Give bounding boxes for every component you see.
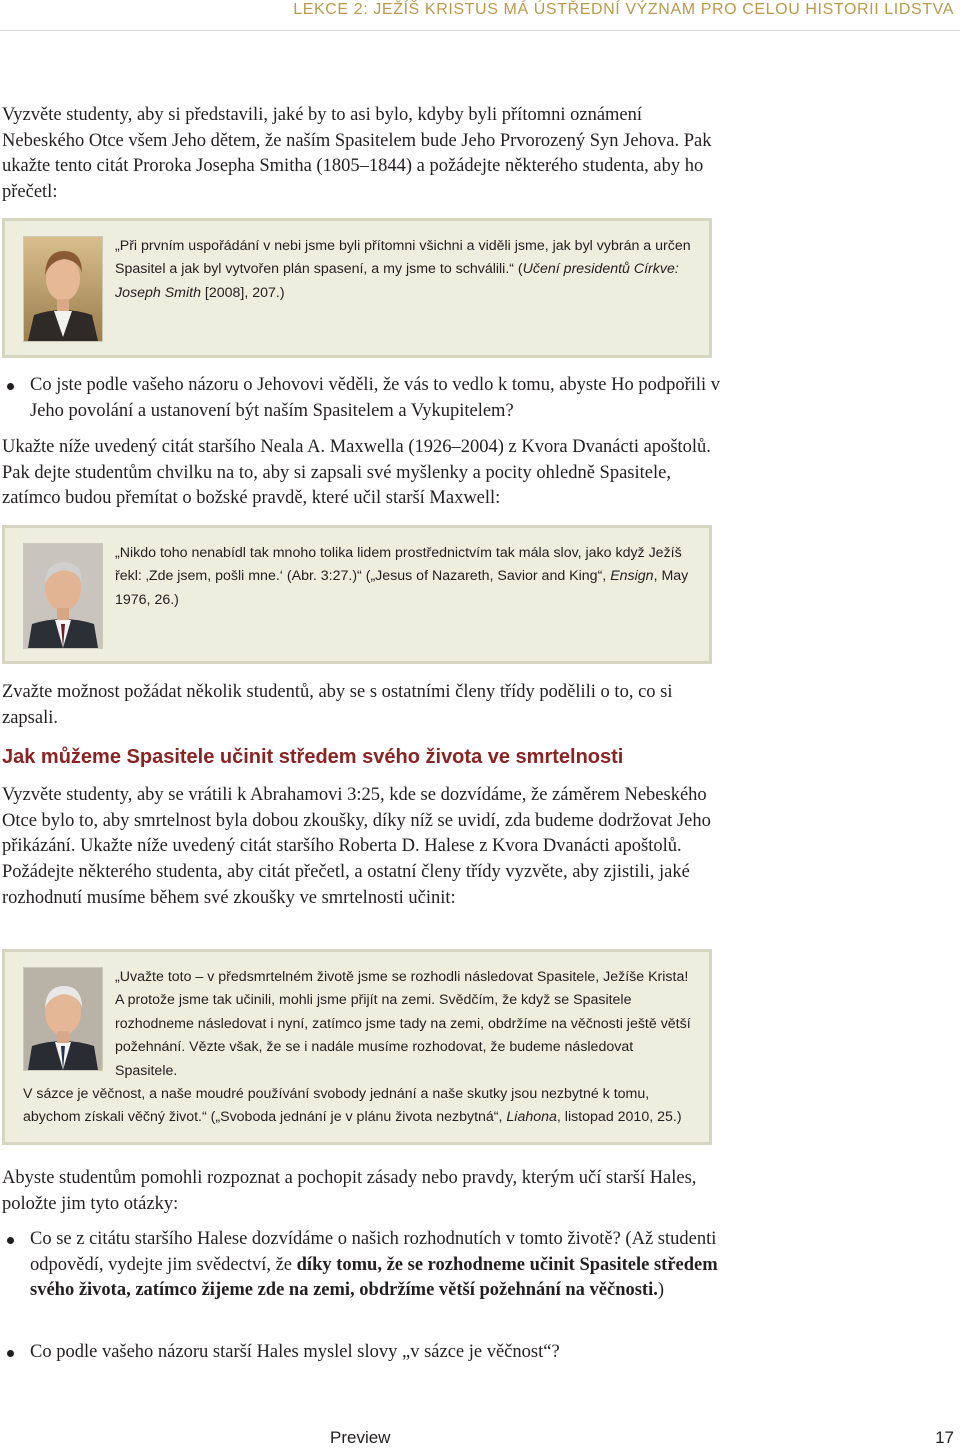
quote-joseph-smith-text: „Při prvním uspořádání v nebi jsme byli přítomni všichni a viděli jsme, jak byl vybrán a určen Spasitel a jak byl vytvořen plán spasení, a my jsme to schválili.“ ( <box>115 238 691 278</box>
portrait-joseph-smith-image <box>24 237 102 341</box>
section-heading: Jak můžeme Spasitele učinit středem svého života ve smrtelnosti <box>2 746 624 768</box>
bullet-question-decisions-end: ) <box>657 1280 665 1301</box>
quote-hales <box>23 966 691 1130</box>
bullet-question-decisions-text: Co se z citátu staršího Halese dozvídáme o našich rozhodnutích v tomto životě? (Až studenti odpovědí, vydejte jim svědectví, že <box>30 1229 717 1275</box>
hales-intro-paragraph: Vyzvěte studenty, aby se vrátili k Abrahamovi 3:25, kde se dozvídáme, že záměrem Nebeského Otce bylo to, aby smrtelnost byla dobou zkoušky, díky níž se uvidí, zda budeme dodržovat Jeho přikázání. Ukažte níže uvedený citát staršího Roberta D. Halese z Kvora Dvanácti apoštolů. Požádejte některého studenta, aby citát přečetl, a ostatní členy třídy vyzvěte, aby zjistili, jaké rozhodnutí musíme během své zkoušky ve smrtelnosti učinit: <box>2 785 711 908</box>
quote-hales-source-title: Liahona <box>506 1109 557 1126</box>
quote-joseph-smith-source-title: Učení presidentů Církve: Joseph Smith <box>115 261 679 301</box>
quote-maxwell-source-title: Ensign <box>610 568 654 585</box>
questions-intro-paragraph: Abyste studentům pomohli rozpoznat a pochopit zásady nebo pravdy, kterým učí starší Hales, položte jim tyto otázky: <box>2 1168 697 1214</box>
quote-box-hales <box>2 949 712 1145</box>
quote-hales-text-part2: V sázce je věčnost, a naše moudré používání svobody jednání a naše skutky jsou nezbytné k tomu, abychom získali věčný život.“ („Svoboda jednání je v plánu života nezbytná“, <box>23 1086 650 1126</box>
maxwell-intro-paragraph: Ukažte níže uvedený citát staršího Neala A. Maxwella (1926–2004) z Kvora Dvanácti apoštolů. Pak dejte studentům chvilku na to, aby si zapsali své myšlenky a pocity ohledně Spasitele, zatímco budou přemítat o božské pravdě, které učil starší Maxwell: <box>2 437 711 509</box>
preview-label: Preview <box>330 1428 391 1447</box>
bullet-question-decisions <box>2 1227 722 1304</box>
bullet-icon <box>7 1350 14 1357</box>
quote-hales-source-rest: , listopad 2010, 25.) <box>556 1109 682 1126</box>
portrait-joseph-smith <box>23 236 103 342</box>
portrait-maxwell <box>23 543 103 649</box>
quote-maxwell <box>115 542 691 612</box>
quote-maxwell-source-rest: , May 1976, 26.) <box>115 568 689 608</box>
page-number: 17 <box>935 1428 954 1447</box>
bullet-question-decisions-principle: díky tomu, že se rozhodneme učinit Spasitele středem svého života, zatímco žijeme zde na zemi, obdržíme větší požehnání na věčnosti. <box>30 1254 718 1301</box>
page-header <box>0 0 960 31</box>
quote-maxwell-text: „Nikdo toho nenabídl tak mnoho tolika lidem prostřednictvím tak mála slov, jako když Ježíš řekl: ‚Zde jsem, pošli mne.‘ (Abr. 3:27.)“ („Jesus of Nazareth, Savior and King“, <box>115 545 682 585</box>
quote-box-maxwell <box>2 525 712 664</box>
quote-hales-text-part1: „Uvažte toto – v předsmrtelném životě jsme se rozhodli následovat Spasitele, Ježíše Krista! A protože jsme tak učinili, mohli jsme přijít na zemi. Svědčím, že když se Spasitele rozhodneme následovat i nyní, zatímco jsme tady na zemi, obdržíme na věčnosti ještě větší požehnání. Vězte však, že se i nadále musíme rozhodovat, že budeme následovat Spasitele. <box>115 969 691 1079</box>
quote-joseph-smith <box>115 235 691 305</box>
lesson-title: LEKCE 2: JEŽÍŠ KRISTUS MÁ ÚSTŘEDNÍ VÝZNAM PRO CELOU HISTORII LIDSTVA <box>293 1 954 18</box>
intro-paragraph: Vyzvěte studenty, aby si představili, jaké by to asi bylo, kdyby byli přítomni oznámení Nebeského Otce všem Jeho dětem, že naším Spasitelem bude Jeho Prvorozený Syn Jehova. Pak ukažte tento citát Proroka Josepha Smitha (1805–1844) a požádejte některého studenta, aby ho přečetl: <box>2 105 712 203</box>
portrait-maxwell-image <box>24 544 102 648</box>
bullet-icon <box>7 383 14 390</box>
quote-joseph-smith-source-rest: [2008], 207.) <box>200 284 285 301</box>
bullet-question-eternity <box>2 1340 722 1366</box>
bullet-question-jehovah-text: Co jste podle vašeho názoru o Jehovovi věděli, že vás to vedlo k tomu, abyste Ho podpořili v Jeho povolání a ustanovení být naším Spasitelem a Vykupitelem? <box>30 375 721 421</box>
bullet-question-eternity-text: Co podle vašeho názoru starší Hales myslel slovy „v sázce je věčnost“? <box>30 1342 560 1362</box>
quote-box-joseph-smith <box>2 218 712 358</box>
bullet-icon <box>7 1237 14 1244</box>
share-paragraph: Zvažte možnost požádat několik studentů, aby se s ostatními členy třídy podělili o to, co si zapsali. <box>2 682 673 728</box>
bullet-question-jehovah <box>2 373 722 424</box>
